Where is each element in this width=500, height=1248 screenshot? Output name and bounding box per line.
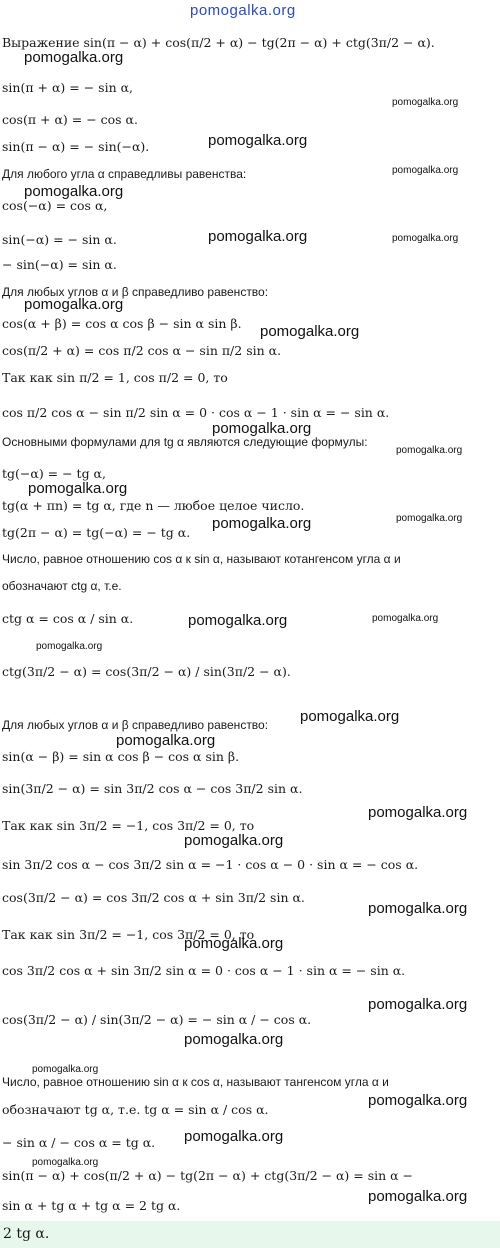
solution-line: cos π/2 cos α − sin π/2 sin α = 0 · cos α − 1 · sin α = − sin α. bbox=[2, 405, 390, 420]
solution-line: cos(α + β) = cos α cos β − sin α sin β. bbox=[2, 316, 242, 331]
watermark[interactable]: pomogalka.org bbox=[212, 420, 312, 437]
solution-line: Число, равное отношению sin α к cos α, называют тангенсом угла α и bbox=[2, 1075, 389, 1089]
solution-line: ctg(3π/2 − α) = cos(3π/2 − α) / sin(3π/2 − α). bbox=[2, 664, 291, 679]
watermark[interactable]: pomogalka.org bbox=[212, 515, 312, 532]
watermark[interactable]: pomogalka.org bbox=[184, 832, 284, 849]
watermark[interactable]: pomogalka.org bbox=[36, 641, 103, 652]
solution-line: cos(3π/2 − α) / sin(3π/2 − α) = − sin α / − cos α. bbox=[2, 1012, 312, 1027]
solution-line: ctg α = cos α / sin α. bbox=[2, 611, 134, 626]
solution-line: sin 3π/2 cos α − cos 3π/2 sin α = −1 · cos α − 0 · sin α = − cos α. bbox=[2, 857, 419, 872]
solution-line: sin(π + α) = − sin α, bbox=[2, 80, 134, 95]
solution-line: Выражение sin(π − α) + cos(π/2 + α) − tg(2π − α) + ctg(3π/2 − α). bbox=[2, 35, 435, 50]
watermark[interactable]: pomogalka.org bbox=[392, 97, 459, 108]
watermark[interactable]: pomogalka.org bbox=[372, 613, 439, 624]
watermark[interactable]: pomogalka.org bbox=[24, 296, 124, 313]
solution-line: Основными формулами для tg α являются следующие формулы: bbox=[2, 435, 368, 449]
watermark[interactable]: pomogalka.org bbox=[188, 612, 288, 629]
solution-line: tg(2π − α) = tg(−α) = − tg α. bbox=[2, 525, 191, 540]
solution-line: Так как sin π/2 = 1, cos π/2 = 0, то bbox=[2, 370, 228, 385]
answer-box bbox=[0, 1221, 500, 1248]
solution-line: sin(π − α) + cos(π/2 + α) − tg(2π − α) + ctg(3π/2 − α) = sin α − bbox=[2, 1168, 414, 1183]
watermark[interactable]: pomogalka.org bbox=[392, 233, 459, 244]
solution-line: sin(−α) = − sin α. bbox=[2, 232, 117, 247]
watermark[interactable]: pomogalka.org bbox=[300, 708, 400, 725]
watermark[interactable]: pomogalka.org bbox=[260, 323, 360, 340]
answer: 2 tg α. bbox=[3, 1226, 50, 1242]
watermark[interactable]: pomogalka.org bbox=[32, 1064, 99, 1075]
solution-line: sin(α − β) = sin α cos β − cos α sin β. bbox=[2, 749, 240, 764]
watermark[interactable]: pomogalka.org bbox=[208, 132, 308, 149]
watermark[interactable]: pomogalka.org bbox=[368, 996, 468, 1013]
solution-line: Так как sin 3π/2 = −1, cos 3π/2 = 0, то bbox=[2, 927, 255, 942]
solution-line: обозначают tg α, т.е. tg α = sin α / cos α. bbox=[2, 1102, 269, 1117]
watermark[interactable]: pomogalka.org bbox=[32, 1157, 99, 1168]
watermark[interactable]: pomogalka.org bbox=[396, 513, 463, 524]
solution-line: tg(−α) = − tg α, bbox=[2, 466, 106, 481]
solution-line: Так как sin 3π/2 = −1, cos 3π/2 = 0, то bbox=[2, 818, 255, 833]
watermark[interactable]: pomogalka.org bbox=[184, 1031, 284, 1048]
solution-line: cos(3π/2 − α) = cos 3π/2 cos α + sin 3π/2 sin α. bbox=[2, 890, 305, 905]
solution-line: cos(π + α) = − cos α. bbox=[2, 112, 138, 127]
watermark[interactable]: pomogalka.org bbox=[368, 1188, 468, 1205]
watermark[interactable]: pomogalka.org bbox=[396, 445, 463, 456]
solution-line: − sin(−α) = sin α. bbox=[2, 257, 117, 272]
watermark[interactable]: pomogalka.org bbox=[24, 49, 124, 66]
watermark[interactable]: pomogalka.org bbox=[116, 732, 216, 749]
solution-line: sin(π − α) = − sin(−α). bbox=[2, 139, 150, 154]
solution-line: обозначают ctg α, т.е. bbox=[2, 579, 122, 593]
watermark[interactable]: pomogalka.org bbox=[392, 165, 459, 176]
solution-line: Для любых углов α и β справедливо равенство: bbox=[2, 718, 269, 732]
solution-line: cos(π/2 + α) = cos π/2 cos α − sin π/2 sin α. bbox=[2, 343, 282, 358]
solution-line: sin α + tg α + tg α = 2 tg α. bbox=[2, 1198, 181, 1213]
solution-line: cos 3π/2 cos α + sin 3π/2 sin α = 0 · cos α − 1 · sin α = − sin α. bbox=[2, 963, 406, 978]
solution-line: tg(α + πn) = tg α, где n — любое целое число. bbox=[2, 498, 305, 513]
watermark[interactable]: pomogalka.org bbox=[368, 900, 468, 917]
watermark[interactable]: pomogalka.org bbox=[184, 1128, 284, 1145]
solution-line: − sin α / − cos α = tg α. bbox=[2, 1135, 156, 1150]
watermark[interactable]: pomogalka.org bbox=[368, 804, 468, 821]
watermark[interactable]: pomogalka.org bbox=[24, 183, 124, 200]
solution-line: sin(3π/2 − α) = sin 3π/2 cos α − cos 3π/2 sin α. bbox=[2, 781, 303, 796]
watermark[interactable]: pomogalka.org bbox=[184, 935, 284, 952]
solution-line: Для любого угла α справедливы равенства: bbox=[2, 167, 247, 181]
watermark-top[interactable]: pomogalka.org bbox=[190, 2, 296, 19]
watermark[interactable]: pomogalka.org bbox=[28, 480, 128, 497]
solution-line: Для любых углов α и β справедливо равенство: bbox=[2, 285, 269, 299]
solution-line: Число, равное отношению cos α к sin α, называют котангенсом угла α и bbox=[2, 552, 401, 566]
watermark[interactable]: pomogalka.org bbox=[208, 228, 308, 245]
solution-line: cos(−α) = cos α, bbox=[2, 198, 108, 213]
watermark[interactable]: pomogalka.org bbox=[368, 1092, 468, 1109]
